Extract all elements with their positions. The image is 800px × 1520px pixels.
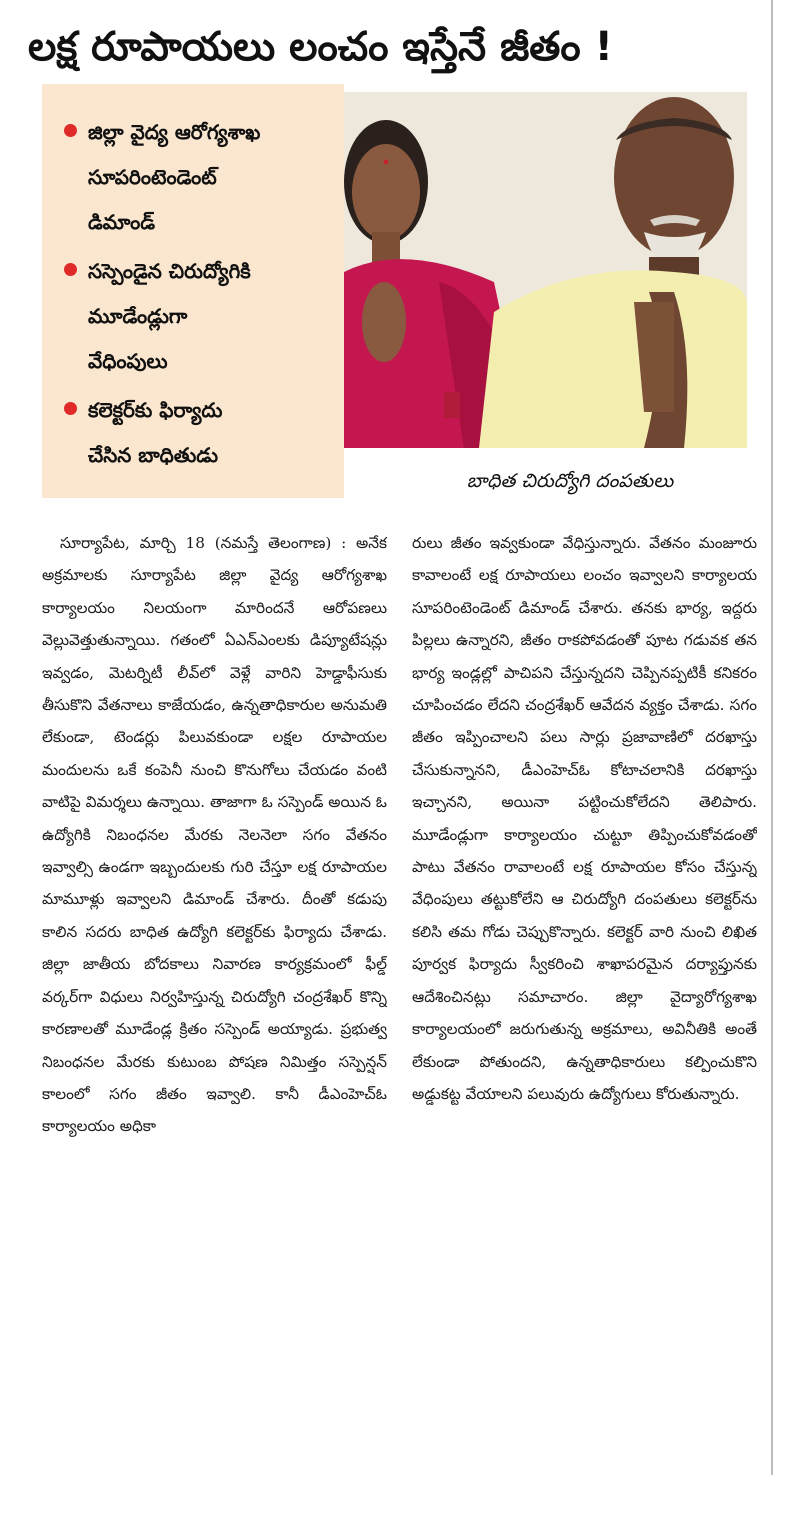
highlight-line: సూపరింటెండెంట్ <box>88 165 217 189</box>
highlight-item <box>60 388 334 478</box>
photo-caption: బాధిత చిరుద్యోగి దంపతులు <box>466 470 674 492</box>
highlight-line: జిల్లా వైద్య ఆరోగ్యశాఖ <box>88 120 261 144</box>
highlight-line: డిమాండ్ <box>88 210 156 234</box>
couple-photo-illustration <box>344 92 747 448</box>
highlight-line: సస్పెండైన చిరుద్యోగికి <box>88 259 251 283</box>
bullet-icon <box>64 402 77 415</box>
highlight-line: వేధింపులు <box>88 349 168 373</box>
headline: లక్ష రూపాయలు లంచం ఇస్తేనే జీతం ! <box>28 24 613 70</box>
highlight-item <box>60 110 334 245</box>
article-column-left <box>42 527 387 1457</box>
couple-photo <box>344 92 747 448</box>
article-column-right <box>412 527 757 1457</box>
article-paragraph: సూర్యాపేట, మార్చి 18 (నమస్తే తెలంగాణ) : అనేక అక్రమాలకు సూర్యాపేట జిల్లా వైద్య ఆరోగ్యశాఖ కార్యాలయం నిలయంగా మారిందనే ఆరోపణలు వెల్లువెత్తుతున్నాయి. గతంలో ఏఎన్‌ఎంలకు డిప్యూటేషన్లు ఇవ్వడం, మెటర్నిటీ లీవ్‌లో వెళ్లే వారిని హెడ్డాఫీసుకు తీసుకొని వేతనాలు కాజేయడం, ఉన్నతాధికారుల అనుమతి లేకుండా, టెండర్లు పిలువకుండా లక్షల రూపాయల మందులను ఒకే కంపెనీ నుంచి కొనుగోలు చేయడం వంటి వాటిపై విమర్శలు ఉన్నాయి. తాజాగా ఓ సస్పెండ్ అయిన ఓ ఉద్యోగికి నిబంధనల మేరకు నెలనెలా సగం వేతనం ఇవ్వాల్సి ఉండగా ఇబ్బందులకు గురి చేస్తూ లక్ష రూపాయల మామూళ్లు ఇవ్వాలని డిమాండ్ చేశారు. దీంతో కడుపు కాలిన సదరు బాధిత ఉద్యోగి కలెక్టర్‌కు ఫిర్యాదు చేశాడు. జిల్లా జాతీయ బోదకాలు నివారణ కార్యక్రమంలో ఫీల్డ్ వర్కర్‌గా విధులు నిర్వహిస్తున్న చిరుద్యోగి చంద్రశేఖర్ కొన్ని కారణాలతో మూడేండ్ల క్రితం సస్పెండ్ అయ్యాడు. ప్రభుత్వ నిబంధనల మేరకు కుటుంబ పోషణ నిమిత్తం సస్పెన్షన్ కాలంలో సగం జీతం ఇవ్వాలి. కానీ డీఎంహెచ్‌ఓ కార్యాలయం అధికా <box>42 534 387 1136</box>
bullet-icon <box>64 124 77 137</box>
article-paragraph: రులు జీతం ఇవ్వకుండా వేధిస్తున్నారు. వేతనం మంజూరు కావాలంటే లక్ష రూపాయలు లంచం ఇవ్వాలని కార్యాలయ సూపరింటెండెంట్ డిమాండ్ చేశారు. తనకు భార్య, ఇద్దరు పిల్లలు ఉన్నారని, జీతం రాకపోవడంతో పూట గడువక తన భార్య ఇండ్లల్లో పాచిపని చేస్తున్నదని చెప్పినప్పటికీ కనికరం చూపించడం లేదని చంద్రశేఖర్ ఆవేదన వ్యక్తం చేశాడు. సగం జీతం ఇప్పించాలని పలు సార్లు ప్రజావాణిలో దరఖాస్తు చేసుకున్నానని, డీఎంహెచ్‌ఓ కోటాచలానికి దరఖాస్తు ఇచ్చానని, అయినా పట్టించుకోలేదని తెలిపారు. మూడేండ్లుగా కార్యాలయం చుట్టూ తిప్పించుకోవడంతో పాటు వేతనం రావాలంటే లక్ష రూపాయల కోసం చేస్తున్న వేధింపులు తట్టుకోలేని ఆ చిరుద్యోగి దంపతులు కలెక్టర్‌ను కలిసి తమ గోడు చెప్పుకొన్నారు. కలెక్టర్ వారి నుంచి లిఖిత పూర్వక ఫిర్యాదు స్వీకరించి శాఖాపరమైన దర్యాప్తునకు ఆదేశించినట్లు సమాచారం. జిల్లా వైద్యారోగ్యశాఖ కార్యాలయంలో జరుగుతున్న అక్రమాలు, అవినీతికి అంతే లేకుండా పోతుందని, ఉన్నతాధికారులు కల్పించుకొని అడ్డుకట్ట వేయాలని పలువురు ఉద్యోగులు కోరుతున్నారు. <box>412 534 757 1103</box>
highlight-item <box>60 249 334 384</box>
highlight-line: మూడేండ్లుగా <box>88 304 188 328</box>
column-rule <box>771 0 773 1475</box>
highlights-box <box>42 84 344 498</box>
highlight-line: చేసిన బాధితుడు <box>88 443 219 467</box>
highlight-line: కలెక్టర్‌కు ఫిర్యాదు <box>88 398 223 422</box>
bullet-icon <box>64 263 77 276</box>
